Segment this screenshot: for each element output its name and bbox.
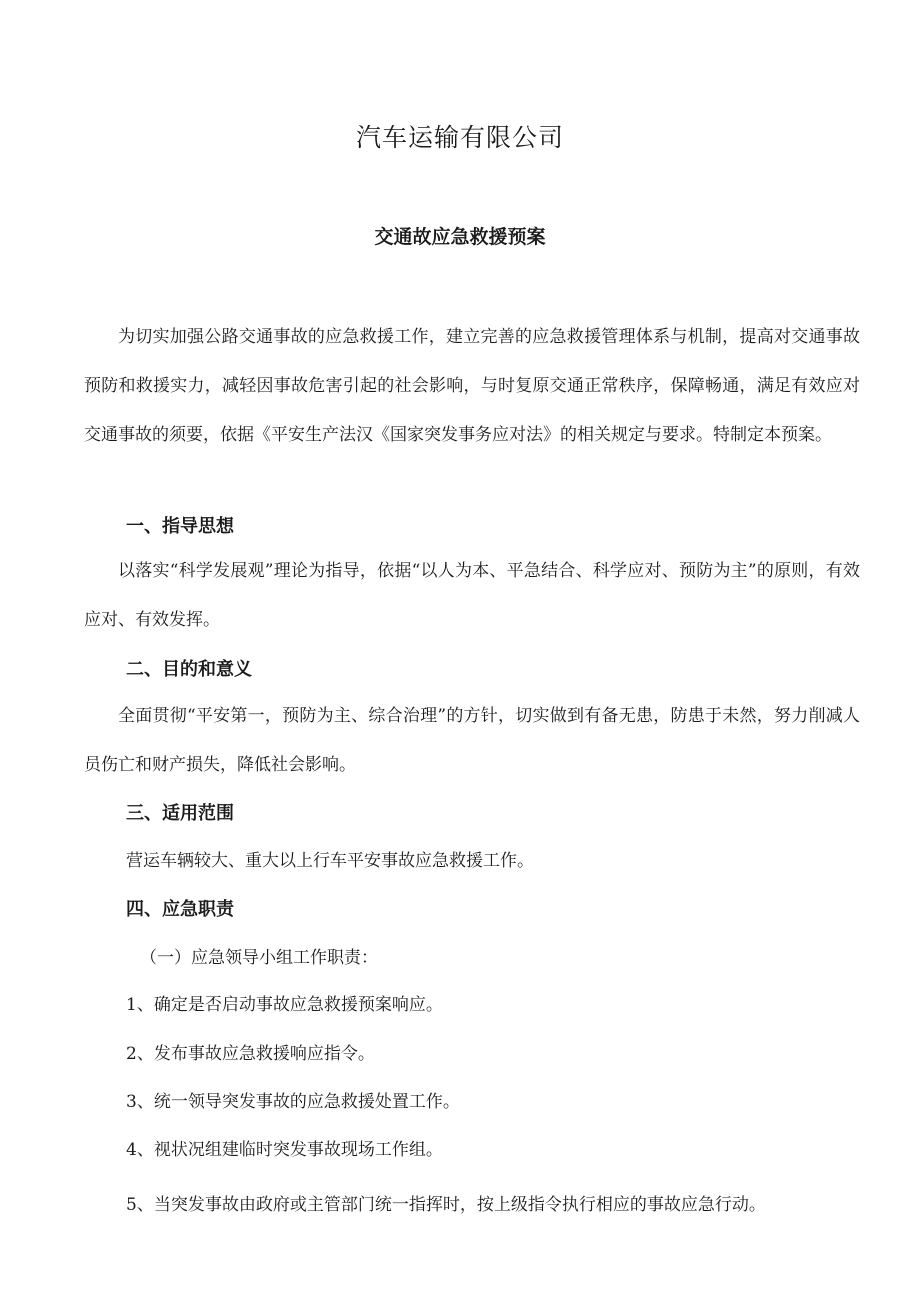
section-body-scope: 营运车辆较大、重大以上行车平安事故应急救援工作。 (126, 851, 534, 871)
section-body-guiding-ideology: 以落实“科学发展观”理论为指导，依据“以人为本、平急结合、科学应对、预防为主”的原则，有效应对、有效发挥。 (84, 561, 860, 630)
duty-item: 1、确定是否启动事故应急救援预案响应。 (126, 995, 443, 1015)
plan-title: 交通故应急救援预案 (374, 226, 546, 248)
duty-item: 4、视状况组建临时突发事故现场工作组。 (126, 1140, 443, 1160)
company-title: 汽车运输有限公司 (355, 123, 564, 152)
duty-item: 3、统一领导突发事故的应急救援处置工作。 (126, 1092, 460, 1112)
duty-item: 5、当突发事故由政府或主管部门统一指挥时，按上级指令执行相应的事故应急行动。 (126, 1195, 766, 1215)
section-heading-guiding-ideology: 一、指导思想 (126, 516, 234, 537)
section-heading-duties: 四、应急职责 (126, 899, 234, 920)
section-heading-scope: 三、适用范围 (126, 803, 234, 824)
duties-subheading: （一）应急领导小组工作职责： (140, 948, 378, 968)
section-heading-purpose: 二、目的和意义 (126, 659, 252, 680)
duty-item: 2、发布事故应急救援响应指令。 (126, 1044, 375, 1064)
intro-paragraph: 为切实加强公路交通事故的应急救援工作，建立完善的应急救援管理体系与机制，提高对交通事故预防和救援实力，减轻因事故危害引起的社会影响，与时复原交通正常秩序，保障畅通，满足有效应对交通事故的须要，依据《平安生产法汉《国家突发事务应对法》的相关规定与要求。特制定本预案。 (84, 327, 860, 445)
section-body-purpose: 全面贯彻“平安第一，预防为主、综合治理”的方针，切实做到有备无患，防患于未然，努力削减人员伤亡和财产损失，降低社会影响。 (84, 706, 860, 775)
